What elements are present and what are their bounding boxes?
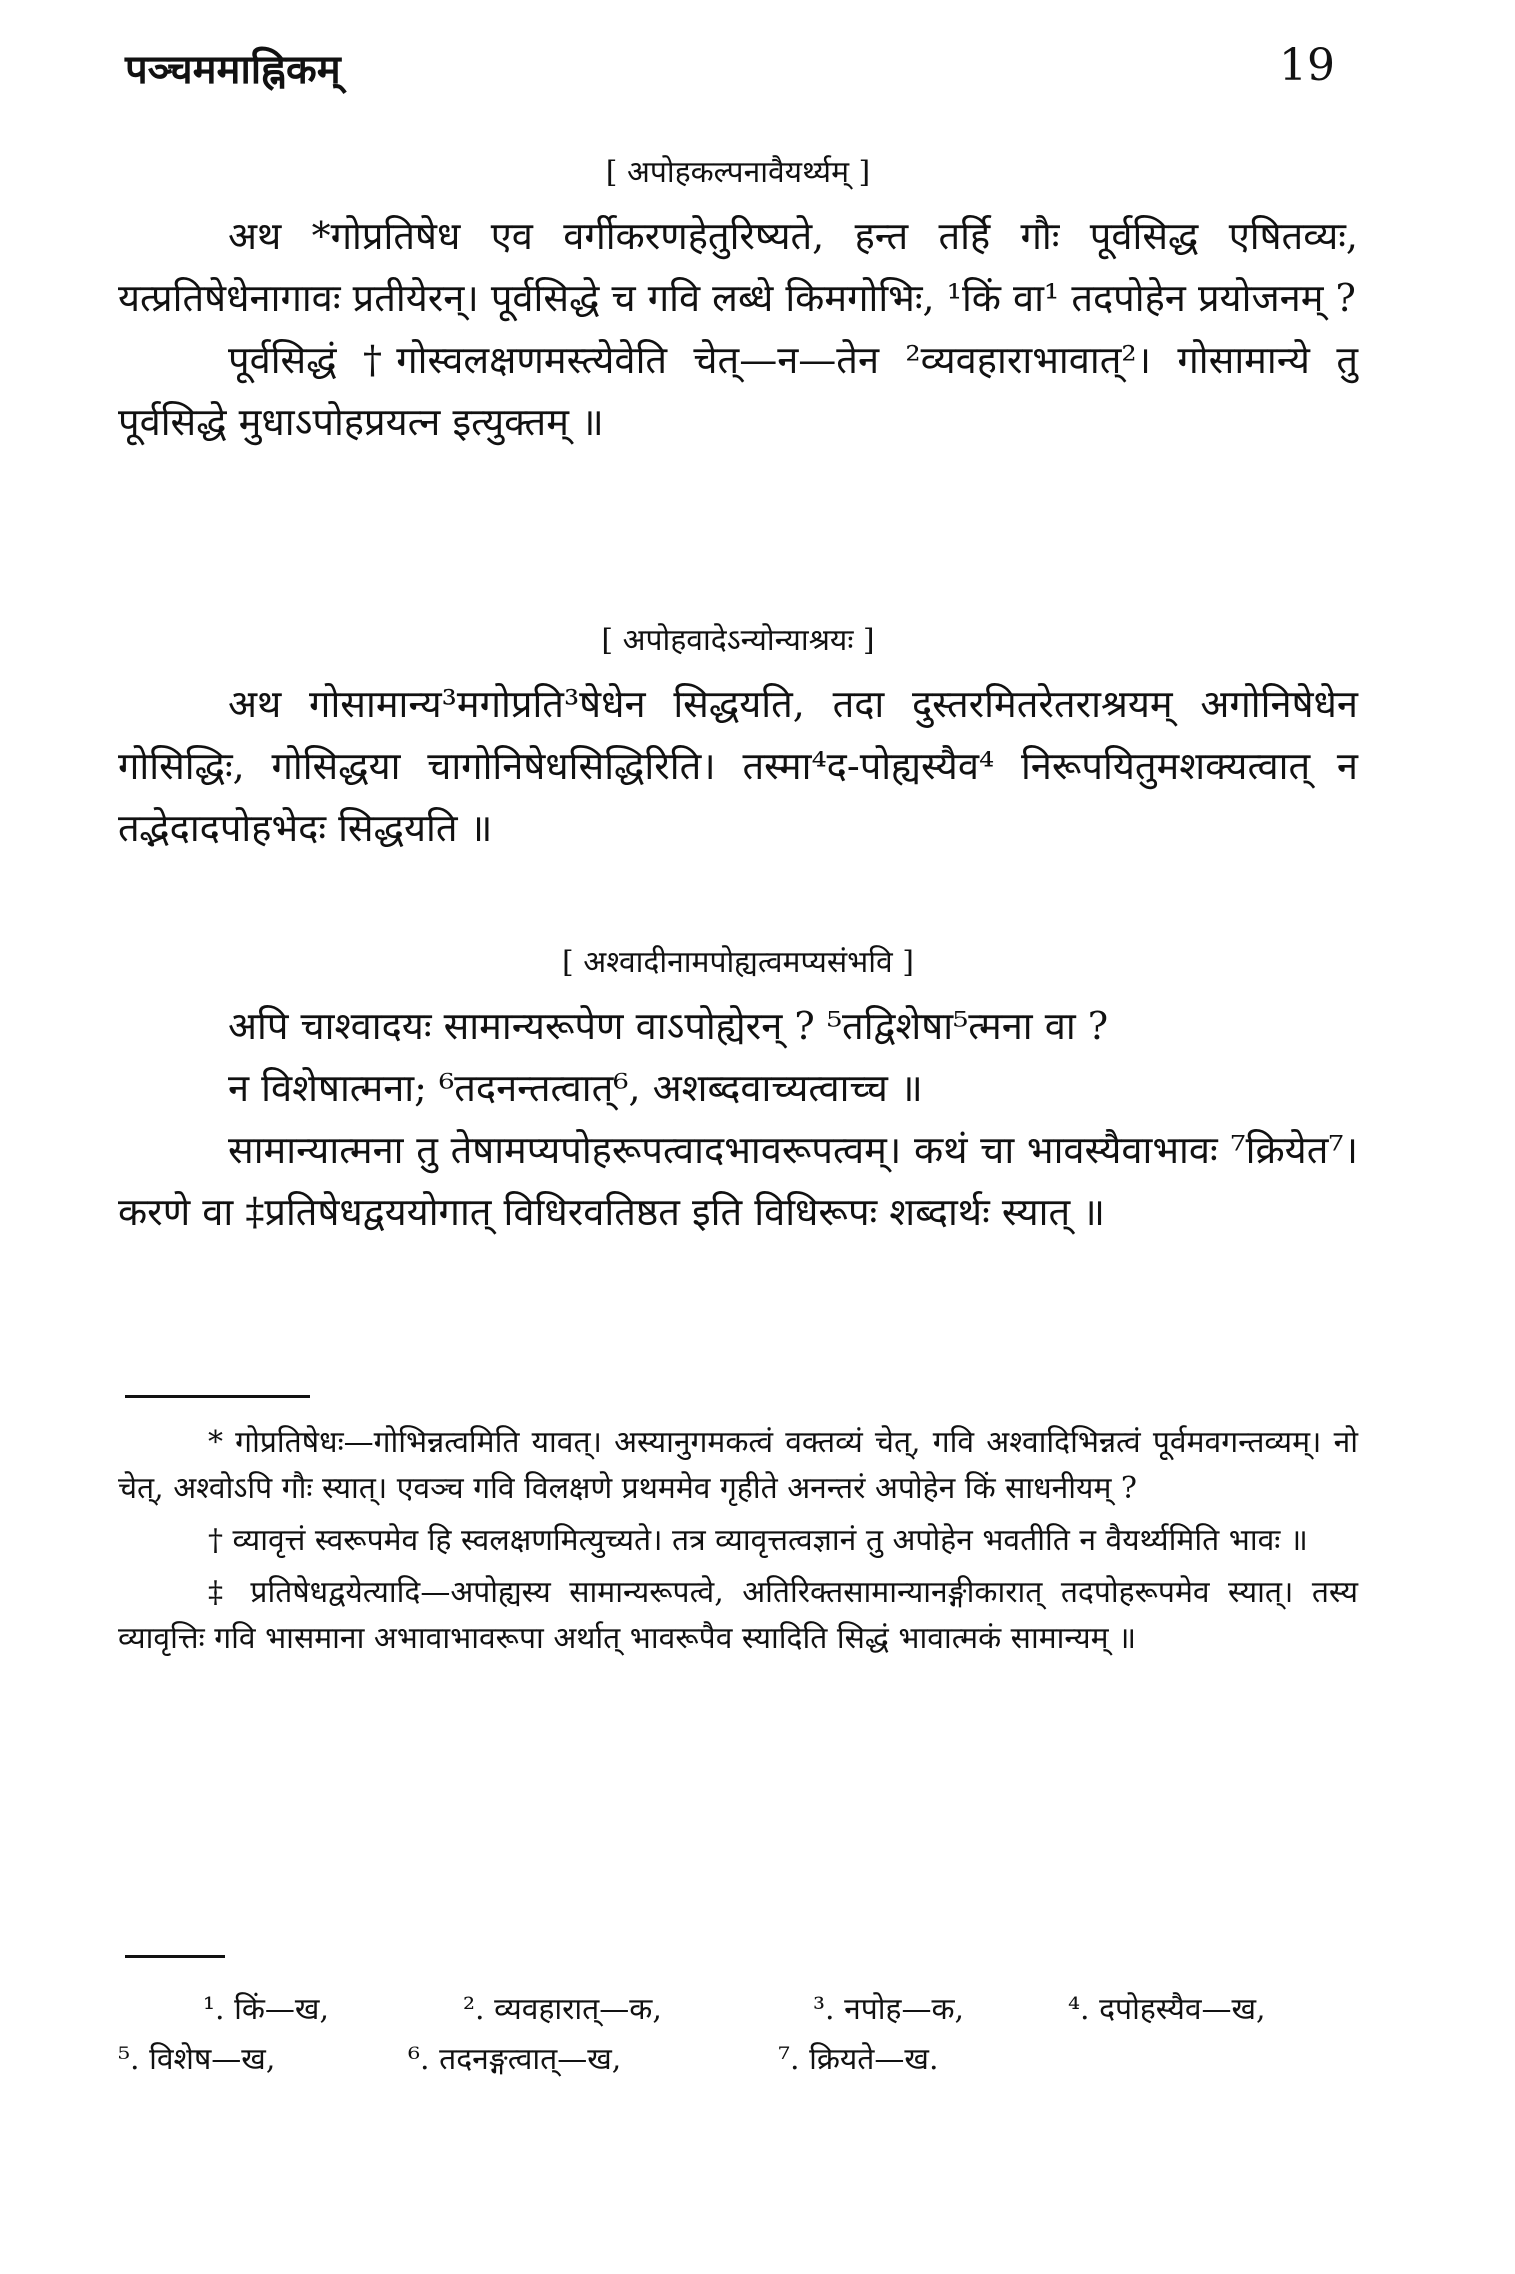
page-number: 19: [1279, 40, 1335, 91]
running-head: पञ्चममाह्निकम्: [125, 46, 341, 93]
variant-reading: ². व्यवहारात्—क,: [463, 1992, 662, 2027]
section-1: [118, 150, 1358, 453]
variant-row: [118, 1985, 1358, 2035]
variants-divider: [125, 1955, 225, 1958]
variant-reading: ⁶. तदनङ्गत्वात्—ख,: [408, 2042, 622, 2077]
paragraph: अथ गोसामान्य³मगोप्रति³षेधेन सिद्धयति, तदा दुस्तरमितरेतराश्रयम् अगोनिषेधेन गोसिद्धिः, गोसिद्धया चागोनिषेधसिद्धिरिति। तस्मा⁴द-पोह्यस्यैव⁴ निरूपयितुमशक्यत्वात् न तद्भेदादपोहभेदः सिद्धयति ॥: [118, 682, 1358, 850]
variant-reading: ⁷. क्रियते—ख.: [778, 2042, 939, 2077]
footnotes: [118, 1420, 1358, 1662]
paragraph: अपि चाश्वादयः सामान्यरूपेण वाऽपोह्येरन् ? ⁵तद्विशेषा⁵त्मना वा ?: [228, 1004, 1109, 1048]
paragraph: अथ *गोप्रतिषेध एव वर्गीकरणहेतुरिष्यते, हन्त तर्हि गौः पूर्वसिद्ध एषितव्यः, यत्प्रतिषेधेनागावः प्रतीयेरन्। पूर्वसिद्धे च गवि लब्धे किमगोभिः, ¹किं वा¹ तदपोहेन प्रयोजनम् ?: [118, 214, 1358, 320]
variant-reading: ¹. किं—ख,: [203, 1992, 329, 2027]
variant-reading: ⁴. दपोहस्यैव—ख,: [1068, 1992, 1266, 2027]
variant-reading: ⁵. विशेष—ख,: [118, 2042, 276, 2077]
section-heading: [ अपोहकल्पनावैयर्थ्यम् ]: [605, 155, 871, 190]
section-2: [118, 618, 1358, 859]
variant-row: [118, 2035, 1358, 2085]
variant-readings: [118, 1985, 1358, 2085]
footnote-divider: [125, 1395, 310, 1398]
paragraph: पूर्वसिद्धं †गोस्वलक्षणमस्त्येवेति चेत्—न—तेन ²व्यवहाराभावात्²। गोसामान्ये तु पूर्वसिद्धे मुधाऽपोहप्रयत्न इत्युक्तम् ॥: [118, 338, 1358, 444]
paragraph: न विशेषात्मना; ⁶तदनन्तत्वात्⁶, अशब्दवाच्यत्वाच्च ॥: [228, 1066, 923, 1110]
footnote: * गोप्रतिषेधः—गोभिन्नत्वमिति यावत्। अस्यानुगमकत्वं वक्तव्यं चेत्, गवि अश्वादिभिन्नत्वं पूर्वमवगन्तव्यम्। नो चेत्, अश्वोऽपि गौः स्यात्। एवञ्च गवि विलक्षणे प्रथममेव गृहीते अनन्तरं अपोहेन किं साधनीयम् ?: [118, 1425, 1358, 1506]
section-heading: [ अपोहवादेऽन्योन्याश्रयः ]: [601, 623, 875, 658]
footnote: ‡ प्रतिषेधद्वयेत्यादि—अपोह्यस्य सामान्यरूपत्वे, अतिरिक्तसामान्यानङ्गीकारात् तदपोहरूपमेव स्यात्। तस्य व्यावृत्तिः गवि भासमाना अभावाभावरूपा अर्थात् भावरूपैव स्यादिति सिद्धं भावात्मकं सामान्यम् ॥: [118, 1575, 1358, 1656]
section-3: [118, 940, 1358, 1243]
page-header: [125, 40, 1335, 110]
footnote: † व्यावृत्तं स्वरूपमेव हि स्वलक्षणमित्युच्यते। तत्र व्यावृत्तत्वज्ञानं तु अपोहेन भवतीति न वैयर्थ्यमिति भावः ॥: [208, 1523, 1308, 1558]
section-heading: [ अश्वादीनामपोह्यत्वमप्यसंभवि ]: [562, 945, 914, 980]
variant-reading: ³. नपोह—क,: [813, 1992, 965, 2027]
paragraph: सामान्यात्मना तु तेषामप्यपोहरूपत्वादभावरूपत्वम्। कथं चा भावस्यैवाभावः ⁷क्रियेत⁷। करणे वा ‡प्रतिषेधद्वययोगात् विधिरवतिष्ठत इति विधिरूपः शब्दार्थः स्यात् ॥: [118, 1128, 1358, 1234]
